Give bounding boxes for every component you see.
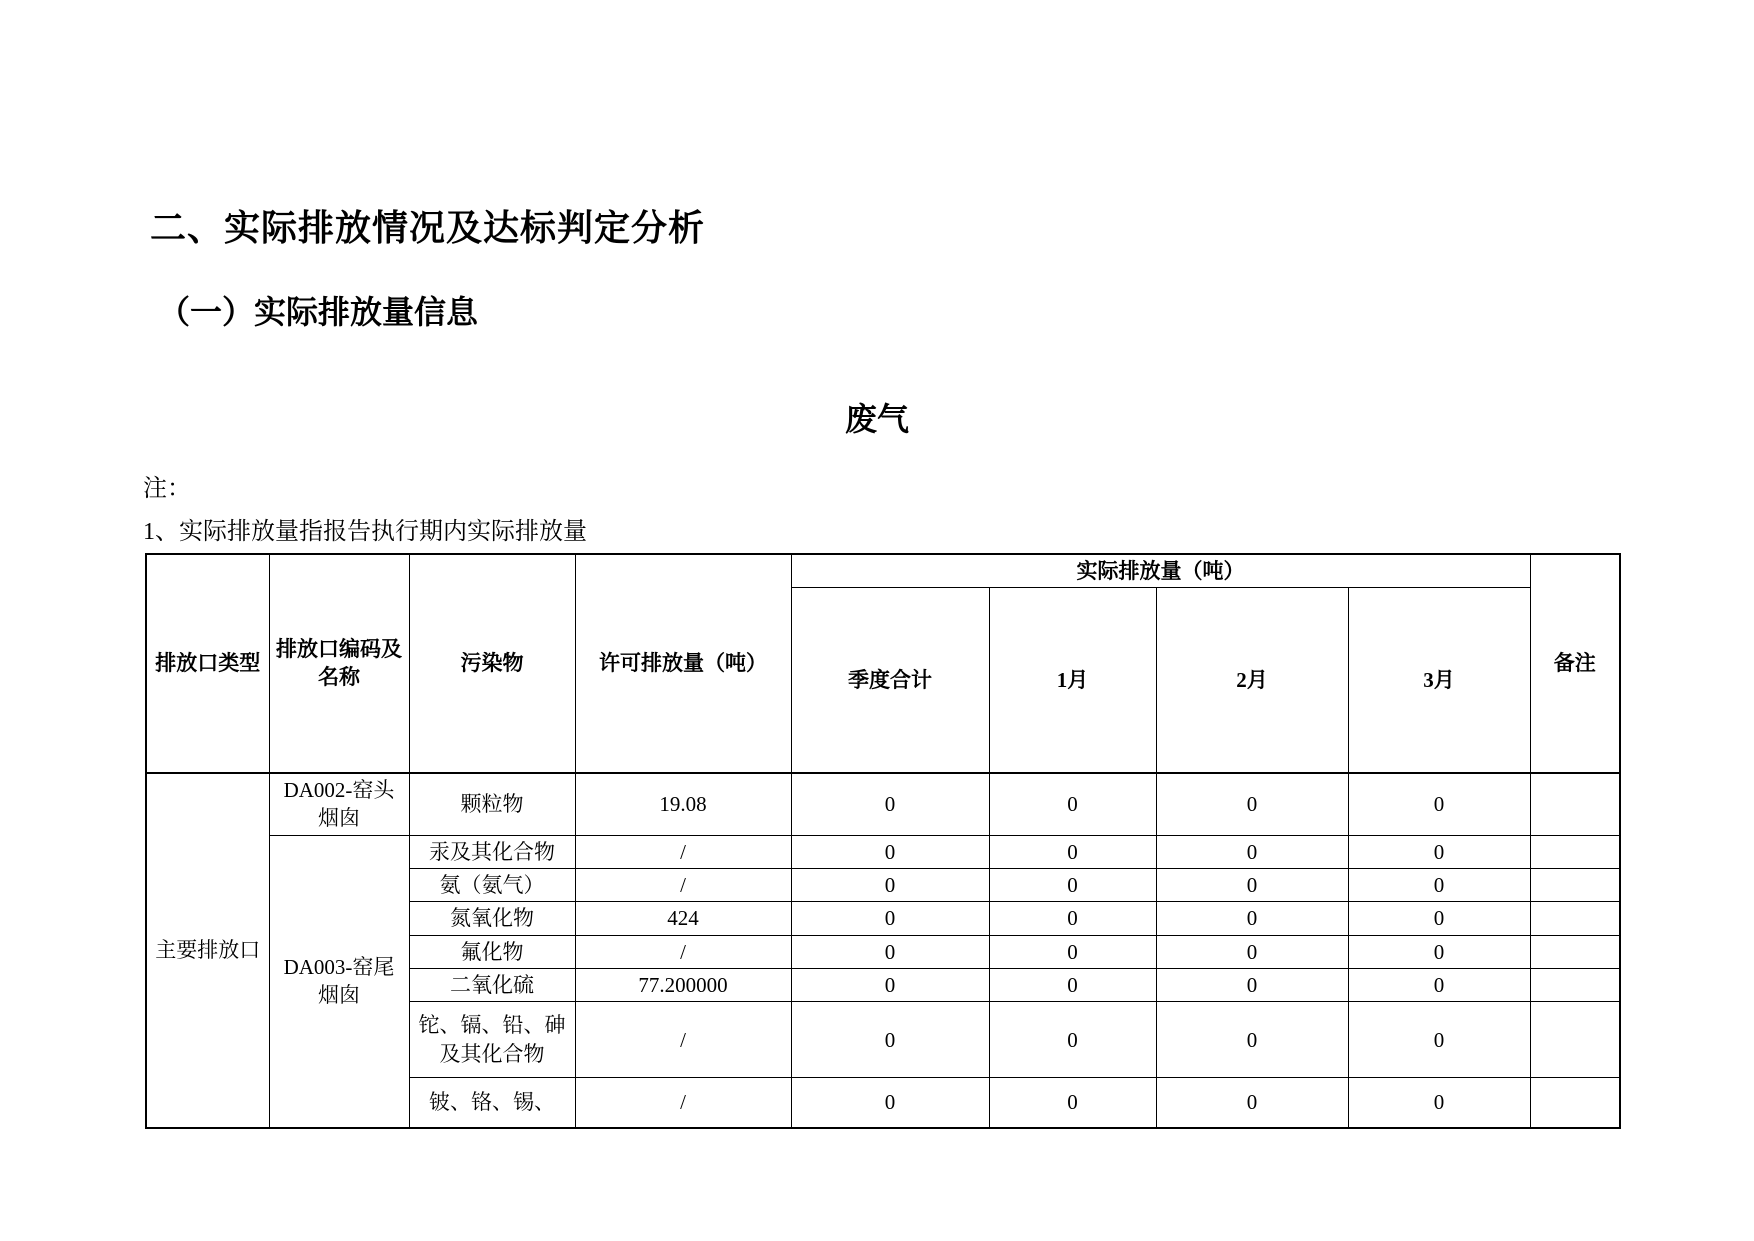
cell-remark	[1530, 1002, 1620, 1078]
cell-remark	[1530, 902, 1620, 935]
col-header-permitted: 许可排放量（吨）	[575, 554, 791, 773]
cell-permitted: 19.08	[575, 773, 791, 835]
emissions-table-wrapper	[145, 553, 1621, 1129]
actual-emissions-table	[145, 553, 1621, 1129]
cell-month2: 0	[1156, 835, 1348, 868]
cell-remark	[1530, 773, 1620, 835]
cell-month2: 0	[1156, 968, 1348, 1001]
cell-quarter-total: 0	[791, 902, 989, 935]
cell-month1: 0	[989, 1078, 1156, 1128]
cell-pollutant: 汞及其化合物	[409, 835, 575, 868]
cell-remark	[1530, 1078, 1620, 1128]
cell-quarter-total: 0	[791, 868, 989, 901]
cell-permitted: /	[575, 1002, 791, 1078]
note-item: 1、实际排放量指报告执行期内实际排放量	[143, 519, 587, 545]
col-header-month2: 2月	[1156, 588, 1348, 773]
cell-remark	[1530, 935, 1620, 968]
cell-pollutant: 氮氧化物	[409, 902, 575, 935]
cell-outlet-type: 主要排放口	[146, 773, 269, 1128]
cell-month2: 0	[1156, 902, 1348, 935]
cell-permitted: /	[575, 868, 791, 901]
cell-quarter-total: 0	[791, 1078, 989, 1128]
cell-quarter-total: 0	[791, 935, 989, 968]
cell-month3: 0	[1348, 1078, 1530, 1128]
note-label: 注：	[143, 476, 191, 502]
cell-month3: 0	[1348, 1002, 1530, 1078]
cell-month1: 0	[989, 835, 1156, 868]
cell-month1: 0	[989, 902, 1156, 935]
col-header-month3: 3月	[1348, 588, 1530, 773]
cell-month3: 0	[1348, 773, 1530, 835]
cell-quarter-total: 0	[791, 1002, 989, 1078]
col-header-pollutant: 污染物	[409, 554, 575, 773]
cell-month3: 0	[1348, 902, 1530, 935]
cell-month3: 0	[1348, 968, 1530, 1001]
cell-month2: 0	[1156, 773, 1348, 835]
cell-quarter-total: 0	[791, 835, 989, 868]
cell-month2: 0	[1156, 935, 1348, 968]
cell-month3: 0	[1348, 835, 1530, 868]
cell-permitted: 424	[575, 902, 791, 935]
cell-quarter-total: 0	[791, 968, 989, 1001]
cell-month2: 0	[1156, 868, 1348, 901]
table-row	[146, 835, 1620, 868]
subsection-heading: （一）实际排放量信息	[158, 294, 479, 330]
cell-month1: 0	[989, 868, 1156, 901]
cell-month3: 0	[1348, 935, 1530, 968]
cell-month3: 0	[1348, 868, 1530, 901]
cell-pollutant: 颗粒物	[409, 773, 575, 835]
cell-outlet-code: DA002-窑头烟囱	[269, 773, 409, 835]
col-header-remark: 备注	[1530, 554, 1620, 773]
header-row-span	[146, 554, 1620, 588]
cell-remark	[1530, 968, 1620, 1001]
cell-month1: 0	[989, 773, 1156, 835]
cell-permitted: /	[575, 935, 791, 968]
col-header-actual-group: 实际排放量（吨）	[791, 554, 1530, 588]
col-header-outlet-type: 排放口类型	[146, 554, 269, 773]
cell-month2: 0	[1156, 1078, 1348, 1128]
cell-remark	[1530, 835, 1620, 868]
cell-month1: 0	[989, 968, 1156, 1001]
cell-pollutant: 铊、镉、铅、砷及其化合物	[409, 1002, 575, 1078]
cell-quarter-total: 0	[791, 773, 989, 835]
col-header-month1: 1月	[989, 588, 1156, 773]
cell-month2: 0	[1156, 1002, 1348, 1078]
cell-outlet-code: DA003-窑尾烟囱	[269, 835, 409, 1128]
col-header-quarter-total: 季度合计	[791, 588, 989, 773]
cell-pollutant: 二氧化硫	[409, 968, 575, 1001]
cell-month1: 0	[989, 935, 1156, 968]
cell-pollutant: 氟化物	[409, 935, 575, 968]
waste-gas-title: 废气	[844, 401, 909, 437]
cell-pollutant: 铍、铬、锡、	[409, 1078, 575, 1128]
cell-remark	[1530, 868, 1620, 901]
table-row	[146, 773, 1620, 835]
cell-permitted: 77.200000	[575, 968, 791, 1001]
col-header-outlet-code: 排放口编码及名称	[269, 554, 409, 773]
cell-pollutant: 氨（氨气）	[409, 868, 575, 901]
cell-permitted: /	[575, 1078, 791, 1128]
cell-month1: 0	[989, 1002, 1156, 1078]
cell-permitted: /	[575, 835, 791, 868]
section-heading: 二、实际排放情况及达标判定分析	[150, 208, 706, 249]
